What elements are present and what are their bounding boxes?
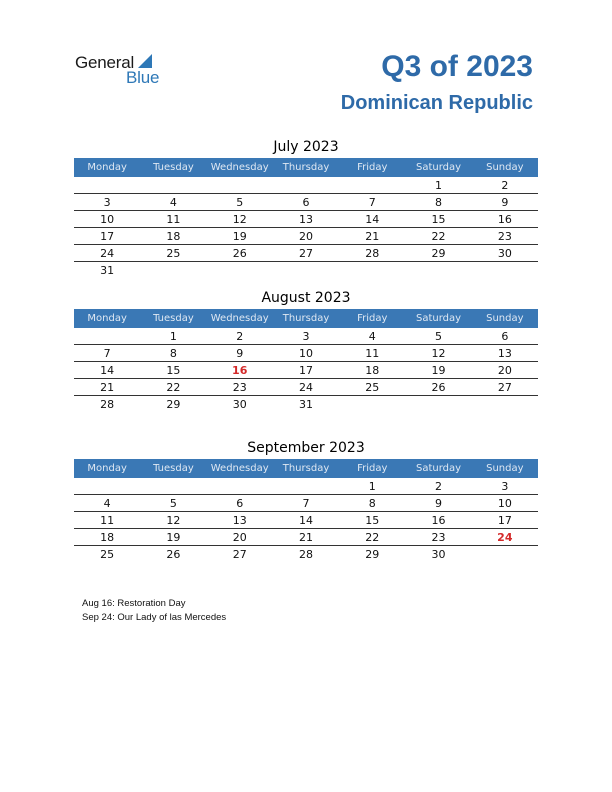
day-cell: 24	[100, 247, 115, 260]
day-cell: 4	[368, 330, 376, 343]
weekday-label: Sunday	[486, 463, 524, 474]
day-cell: 19	[232, 230, 247, 243]
day-cell: 9	[501, 196, 509, 209]
day-cell: 12	[431, 347, 446, 360]
day-cell: 5	[435, 330, 443, 343]
week-row	[74, 262, 538, 279]
day-cell: 14	[100, 364, 115, 377]
day-cell: 9	[435, 497, 443, 510]
day-cell: 18	[166, 230, 181, 243]
day-cell	[207, 262, 273, 279]
day-cell: 22	[365, 531, 380, 544]
month-title: July 2023	[273, 139, 339, 155]
week-row	[74, 512, 538, 529]
holiday-notes	[82, 597, 226, 625]
day-cell: 1	[368, 480, 376, 493]
day-cell: 4	[103, 497, 111, 510]
day-cell: 25	[166, 247, 181, 260]
day-cell: 29	[431, 247, 446, 260]
weekday-header	[74, 158, 538, 177]
day-cell: 6	[302, 196, 310, 209]
day-cell	[140, 478, 206, 494]
week-row	[74, 211, 538, 228]
day-cell: 19	[431, 364, 446, 377]
day-cell: 17	[100, 230, 115, 243]
month-title: August 2023	[261, 290, 351, 306]
week-row	[74, 379, 538, 396]
weekday-label: Friday	[357, 463, 388, 474]
day-cell: 29	[365, 548, 380, 561]
weekday-label: Monday	[87, 313, 127, 324]
day-cell: 10	[298, 347, 313, 360]
day-cell: 14	[365, 213, 380, 226]
day-cell: 16	[431, 514, 446, 527]
logo-general-text: General	[75, 53, 135, 72]
logo-triangle-icon	[138, 54, 152, 68]
day-cell: 20	[497, 364, 512, 377]
weekday-label: Friday	[357, 162, 388, 173]
weekday-label: Sunday	[486, 313, 524, 324]
weekday-label: Tuesday	[153, 463, 194, 474]
day-cell: 13	[497, 347, 512, 360]
day-cell: 3	[302, 330, 310, 343]
day-cell: 31	[100, 264, 115, 277]
day-cell: 8	[368, 497, 376, 510]
day-cell: 23	[431, 531, 446, 544]
day-cell: 3	[501, 480, 509, 493]
week-row	[74, 495, 538, 512]
week-row	[74, 546, 538, 563]
day-cell: 13	[232, 514, 247, 527]
day-cell: 28	[365, 247, 380, 260]
day-cell: 8	[169, 347, 177, 360]
day-cell: 1	[435, 179, 443, 192]
day-cell	[207, 478, 273, 494]
day-cell: 26	[431, 381, 446, 394]
weekday-label: Wednesday	[210, 313, 269, 324]
weekday-header	[74, 309, 538, 328]
holiday-note: Sep 24: Our Lady of las Mercedes	[82, 612, 227, 623]
day-cell: 22	[431, 230, 446, 243]
day-cell: 11	[365, 347, 380, 360]
weekday-header	[74, 459, 538, 478]
day-cell: 25	[365, 381, 380, 394]
day-cell: 2	[501, 179, 509, 192]
day-cell	[140, 177, 206, 193]
day-cell: 6	[236, 497, 244, 510]
day-cell: 18	[100, 531, 115, 544]
week-row	[74, 228, 538, 245]
day-cell: 13	[298, 213, 313, 226]
day-cell: 30	[431, 548, 446, 561]
day-cell: 14	[298, 514, 313, 527]
month-august	[74, 287, 538, 413]
day-cell: 26	[166, 548, 181, 561]
day-cell: 25	[100, 548, 115, 561]
day-cell: 21	[365, 230, 380, 243]
weekday-label: Thursday	[282, 313, 330, 324]
day-cell	[74, 478, 140, 494]
day-cell	[339, 177, 405, 193]
weekday-label: Wednesday	[210, 463, 269, 474]
day-cell	[405, 262, 471, 279]
day-cell: 1	[169, 330, 177, 343]
day-cell	[339, 396, 405, 413]
day-cell	[207, 177, 273, 193]
month-september	[74, 437, 538, 563]
page-subtitle: Dominican Republic	[340, 92, 533, 114]
day-cell	[339, 262, 405, 279]
month-title: September 2023	[247, 440, 365, 456]
day-cell: 6	[501, 330, 509, 343]
day-cell: 12	[232, 213, 247, 226]
week-row	[74, 328, 538, 345]
day-cell: 2	[435, 480, 443, 493]
holiday-day-cell: 24	[497, 531, 513, 544]
day-cell	[472, 262, 538, 279]
day-cell: 9	[236, 347, 244, 360]
day-cell	[273, 478, 339, 494]
day-cell: 30	[232, 398, 247, 411]
weekday-label: Sunday	[486, 162, 524, 173]
day-cell	[140, 262, 206, 279]
day-cell: 7	[103, 347, 111, 360]
day-cell: 16	[497, 213, 512, 226]
day-cell	[472, 546, 538, 563]
day-cell: 27	[497, 381, 512, 394]
day-cell: 12	[166, 514, 181, 527]
day-cell: 8	[435, 196, 443, 209]
month-july	[74, 136, 538, 279]
week-row	[74, 478, 538, 495]
day-cell: 21	[100, 381, 115, 394]
day-cell: 7	[302, 497, 310, 510]
day-cell: 5	[236, 196, 244, 209]
day-cell: 5	[169, 497, 177, 510]
weekday-label: Saturday	[416, 463, 462, 474]
day-cell: 24	[298, 381, 313, 394]
day-cell: 28	[100, 398, 115, 411]
logo-blue-text: Blue	[126, 68, 160, 87]
day-cell: 3	[103, 196, 111, 209]
weekday-label: Thursday	[282, 463, 330, 474]
weekday-label: Saturday	[416, 162, 462, 173]
day-cell: 27	[298, 247, 313, 260]
weekday-label: Saturday	[416, 313, 462, 324]
day-cell: 31	[298, 398, 313, 411]
day-cell: 19	[166, 531, 181, 544]
week-row	[74, 362, 538, 379]
day-cell: 29	[166, 398, 181, 411]
holiday-note: Aug 16: Restoration Day	[82, 598, 186, 609]
day-cell: 10	[100, 213, 115, 226]
day-cell: 20	[232, 531, 247, 544]
day-cell: 10	[497, 497, 512, 510]
weekday-label: Thursday	[282, 162, 330, 173]
holiday-day-cell: 16	[232, 364, 248, 377]
weekday-label: Tuesday	[153, 162, 194, 173]
day-cell: 28	[298, 548, 313, 561]
week-row	[74, 396, 538, 413]
day-cell	[472, 396, 538, 413]
day-cell: 15	[166, 364, 181, 377]
day-cell: 11	[100, 514, 115, 527]
week-row	[74, 529, 538, 546]
logo	[75, 53, 175, 89]
day-cell: 15	[365, 514, 380, 527]
day-cell: 17	[298, 364, 313, 377]
day-cell	[273, 177, 339, 193]
page-title: Q3 of 2023	[381, 50, 533, 83]
day-cell: 23	[232, 381, 247, 394]
day-cell: 17	[497, 514, 512, 527]
week-row	[74, 177, 538, 194]
day-cell: 23	[497, 230, 512, 243]
day-cell: 4	[169, 196, 177, 209]
week-row	[74, 245, 538, 262]
week-row	[74, 194, 538, 211]
weekday-label: Monday	[87, 463, 127, 474]
day-cell: 15	[431, 213, 446, 226]
day-cell: 7	[368, 196, 376, 209]
week-row	[74, 345, 538, 362]
day-cell: 26	[232, 247, 247, 260]
day-cell: 18	[365, 364, 380, 377]
day-cell: 20	[298, 230, 313, 243]
weekday-label: Friday	[357, 313, 388, 324]
day-cell	[74, 177, 140, 193]
weekday-label: Tuesday	[153, 313, 194, 324]
day-cell: 2	[236, 330, 244, 343]
day-cell: 21	[298, 531, 313, 544]
day-cell: 27	[232, 548, 247, 561]
day-cell: 11	[166, 213, 181, 226]
day-cell: 30	[497, 247, 512, 260]
day-cell	[273, 262, 339, 279]
day-cell	[74, 328, 140, 344]
weekday-label: Monday	[87, 162, 127, 173]
day-cell: 22	[166, 381, 181, 394]
weekday-label: Wednesday	[210, 162, 269, 173]
day-cell	[405, 396, 471, 413]
